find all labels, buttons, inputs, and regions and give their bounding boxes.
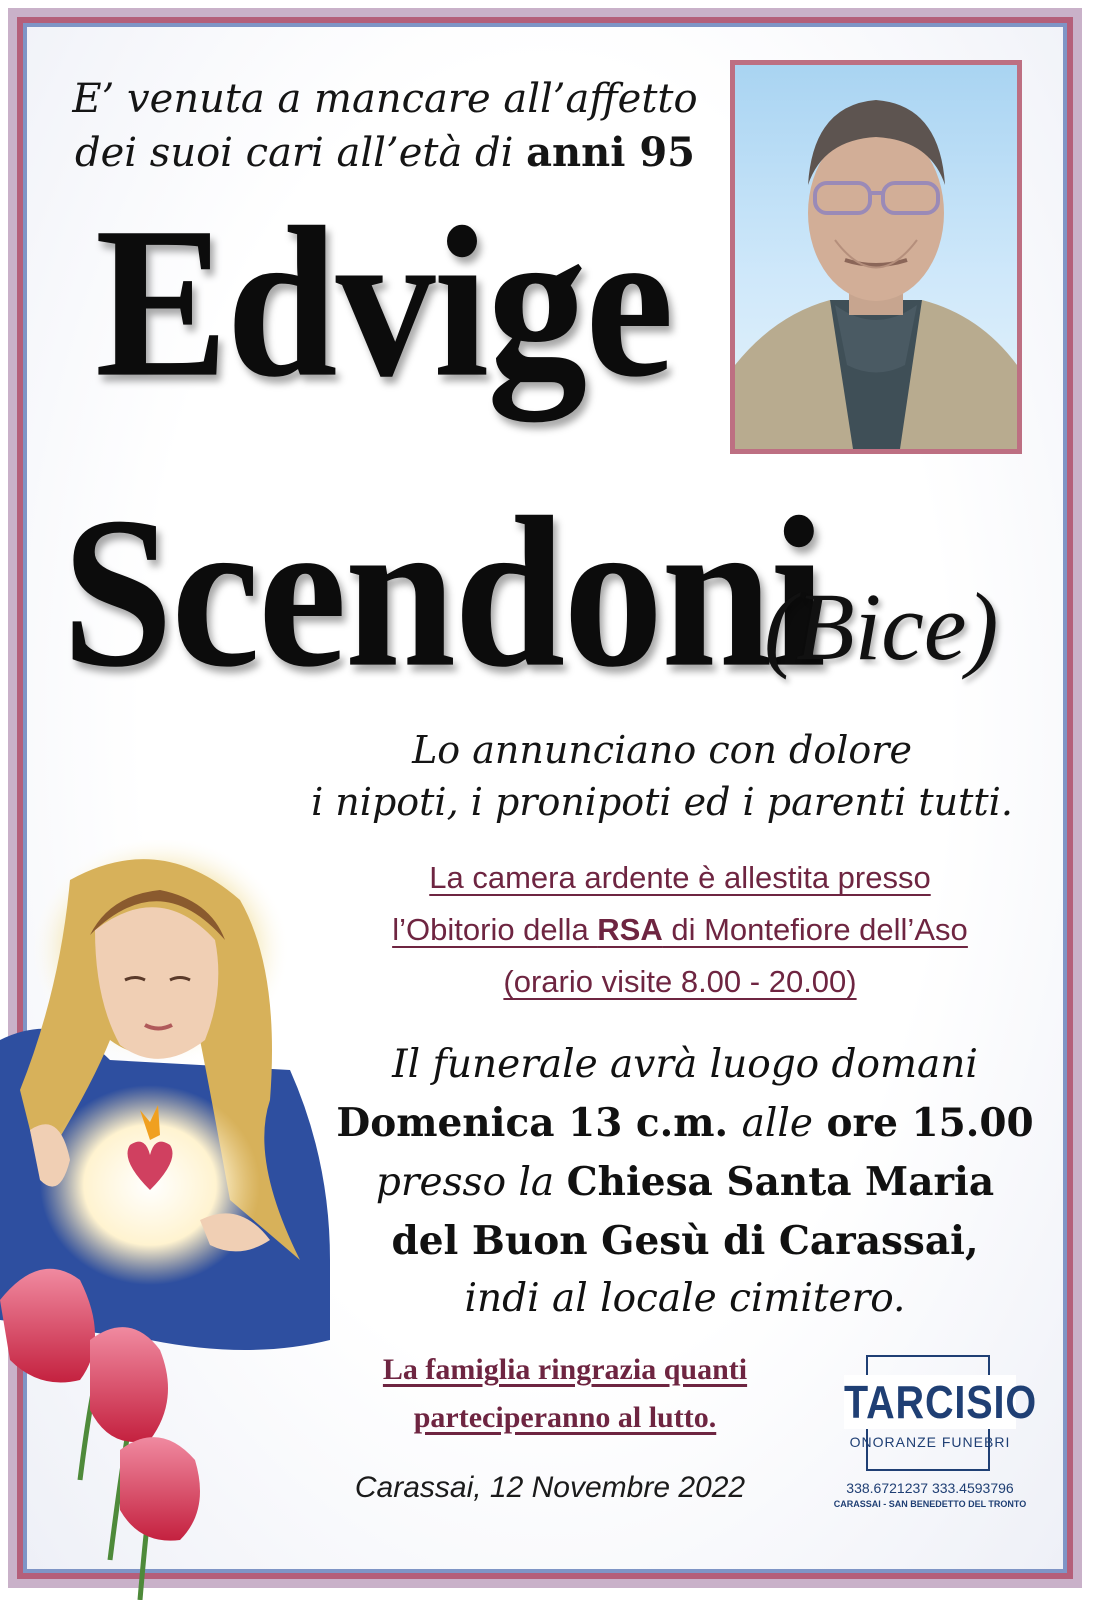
madonna-image: [0, 840, 340, 1600]
funeral-line-5: indi al locale cimitero.: [464, 1276, 906, 1321]
intro-line-1: E’ venuta a mancare all’affetto: [72, 76, 698, 122]
chapel-line-2-suffix: di Montefiore dell’Aso: [662, 912, 968, 947]
madonna-sacred-heart-illustration: [0, 840, 340, 1600]
funeral-day: Domenica 13 c.m.: [336, 1100, 742, 1146]
portrait-illustration: [735, 65, 1017, 449]
first-name: Edvige: [95, 183, 672, 423]
announce-line-2: i nipoti, i pronipoti ed i parenti tutti.: [311, 780, 1013, 824]
thanks-line-1-text: La famiglia ringrazia quanti: [382, 1353, 748, 1386]
announcement: [262, 724, 1062, 828]
age: anni 95: [526, 129, 695, 176]
thanks-line-1: [330, 1346, 800, 1394]
funeral-info: [330, 1036, 1040, 1328]
intro-text: [40, 72, 730, 180]
chapel-line-3: [350, 956, 1010, 1008]
chapel-line-2: [350, 904, 1010, 956]
agency-locations: CARASSAI - SAN BENEDETTO DEL TRONTO: [833, 1499, 1027, 1509]
thanks-line-2: [330, 1394, 800, 1442]
chapel-hours: (orario visite 8.00 - 20.00): [503, 964, 857, 999]
chapel-line-2-prefix: l’Obitorio della: [392, 912, 598, 947]
last-name: Scendoni: [62, 473, 825, 713]
chapel-info: [350, 852, 1010, 1008]
chapel-line-1: [350, 852, 1010, 904]
funeral-line-1: Il funerale avrà luogo domani: [392, 1042, 978, 1087]
intro-line-2-text: dei suoi cari all’età di: [75, 130, 527, 176]
agency-logo: [830, 1355, 1037, 1515]
funeral-church: Chiesa Santa Maria: [566, 1159, 995, 1205]
chapel-line-2-bold: RSA: [597, 912, 663, 947]
portrait-photo: [730, 60, 1022, 454]
agency-name: TARCISIO: [844, 1376, 1037, 1428]
agency-phones: 338.6721237 333.4593796: [846, 1480, 1014, 1496]
funeral-line-4: del Buon Gesù di Carassai,: [391, 1218, 979, 1264]
agency-tagline: ONORANZE FUNEBRI: [849, 1434, 1011, 1450]
intro-line-2: [40, 126, 730, 180]
nickname: (Bice): [764, 573, 999, 680]
chapel-line-2-text: [392, 912, 968, 947]
announce-line-1: Lo annunciano con dolore: [412, 728, 912, 772]
funeral-time: ore 15.00: [812, 1100, 1034, 1146]
funeral-presso: presso la: [375, 1160, 567, 1205]
funeral-line-3: [330, 1153, 1040, 1212]
chapel-line-1-text: La camera ardente è allestita presso: [429, 860, 931, 895]
family-thanks: [330, 1346, 800, 1442]
thanks-line-2-text: parteciperanno al lutto.: [413, 1401, 717, 1434]
funeral-alle: alle: [741, 1101, 813, 1146]
place-date: Carassai, 12 Novembre 2022: [354, 1471, 746, 1504]
funeral-line-2: [330, 1094, 1040, 1153]
